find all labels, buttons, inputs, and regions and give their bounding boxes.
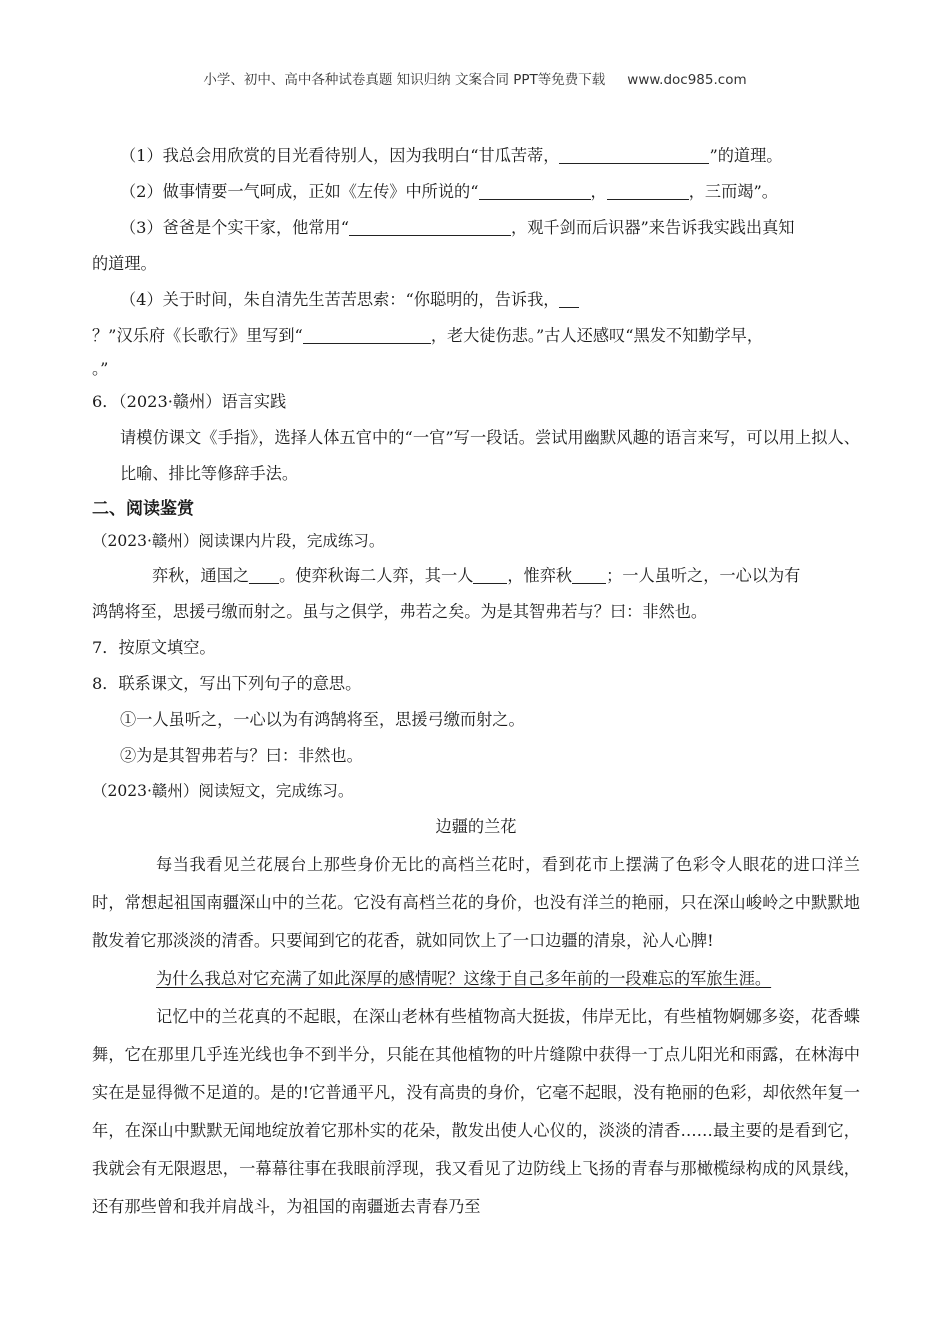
q5-line-6 [92, 354, 860, 384]
q5-5-tail: ，老大徒伤悲。”古人还感叹“黑发不知勤学早， [430, 326, 764, 345]
q5-5-text: ？”汉乐府《长歌行》里写到“ [92, 326, 303, 345]
classical-text: ，惟弈秋 [507, 566, 573, 585]
article-paragraph-2 [92, 960, 860, 998]
answer-blank[interactable] [559, 147, 709, 164]
answer-blank[interactable] [607, 183, 689, 200]
source-note-2: （2023·赣州）阅读短文，完成练习。 [92, 782, 354, 800]
q5-2-sep: ， [590, 182, 607, 201]
q5-2-tail: ，三而竭”。 [688, 182, 778, 201]
article-title: 边疆的兰花 [435, 817, 517, 836]
classical-text-line-1 [92, 558, 860, 594]
answer-blank[interactable] [479, 183, 591, 200]
article-paragraph-3: 记忆中的兰花真的不起眼，在深山老林有些植物高大挺拔，伟岸无比，有些植物婀娜多姿，花香蝶舞，它在那里几乎连光线也争不到半分，只能在其他植物的叶片缝隙中获得一丁点儿阳光和雨露，在林海中实在是显得微不足道的。是的!它普通平凡，没有高贵的身价，它毫不起眼，没有艳丽的色彩，却依然年复一年，在深山中默默无闻地绽放着它那朴实的花朵，散发出使人心仪的，淡淡的清香……最主要的是看到它，我就会有无限遐思，一幕幕往事在我眼前浮现，我又看见了边防线上飞扬的青春与那橄榄绿构成的风景线，还有那些曾和我并肩战斗，为祖国的南疆逝去青春乃至 [92, 1007, 860, 1216]
q5-3-text: （3）爸爸是个实干家，他常用“ [120, 218, 350, 237]
q5-3-tail: ，观千剑而后识器”来告诉我实践出真知 [511, 218, 795, 237]
answer-blank[interactable] [559, 291, 579, 308]
q8-text: 8．联系课文，写出下列句子的意思。 [92, 674, 362, 693]
q8-item-2: ②为是其智弗若与？曰：非然也。 [120, 746, 363, 765]
q7-text: 7．按原文填空。 [92, 638, 216, 657]
answer-blank[interactable] [473, 567, 507, 584]
q5-line-2 [92, 174, 860, 210]
q5-line-3b [92, 246, 860, 282]
q5-6-text: 。” [92, 359, 109, 378]
section-title: 二、阅读鉴赏 [92, 499, 194, 519]
q5-4-text: （4）关于时间，朱自清先生苦苦思索：“你聪明的，告诉我， [120, 290, 560, 309]
q6-heading: 6．（2023·赣州）语言实践 [92, 392, 287, 411]
underlined-sentence: 为什么我总对它充满了如此深厚的感情呢？这缘于自己多年前的一段难忘的军旅生涯。 [156, 969, 772, 988]
classical-text: ；一人虽听之，一心以为有 [606, 566, 801, 585]
q5-line-5 [92, 318, 860, 354]
page-header [0, 68, 950, 88]
q5-1-text: （1）我总会用欣赏的目光看待别人，因为我明白“甘瓜苦蒂， [120, 146, 560, 165]
q5-1-tail: ”的道理。 [709, 146, 783, 165]
q5-line-4 [92, 282, 860, 318]
content [92, 138, 860, 1226]
classical-text: 。使弈秋诲二人弈，其一人 [279, 566, 474, 585]
classical-text-line-2: 鸿鹄将至，思援弓缴而射之。虽与之俱学，弗若之矣。为是其智弗若与？曰：非然也。 [92, 602, 708, 621]
answer-blank[interactable] [349, 219, 511, 236]
answer-blank[interactable] [572, 567, 606, 584]
source-note-1: （2023·赣州）阅读课内片段，完成练习。 [92, 532, 385, 550]
answer-blank[interactable] [249, 567, 279, 584]
q5-2-text: （2）做事情要一气呵成，正如《左传》中所说的“ [120, 182, 479, 201]
q5-3-cont: 的道理。 [92, 254, 157, 273]
q6-body: 请模仿课文《手指》，选择人体五官中的“一官”写一段话。尝试用幽默风趣的语言来写，可以用上拟人、比喻、排比等修辞手法。 [120, 428, 860, 483]
classical-text: 弈秋，通国之 [152, 566, 250, 585]
q5-line-1 [92, 138, 860, 174]
answer-blank[interactable] [303, 327, 431, 344]
article-paragraph-1: 每当我看见兰花展台上那些身价无比的高档兰花时，看到花市上摆满了色彩令人眼花的进口洋兰时，常想起祖国南疆深山中的兰花。它没有高档兰花的身价，也没有洋兰的艳丽，只在深山峻岭之中默默地散发着它那淡淡的清香。只要闻到它的花香，就如同饮上了一口边疆的清泉，沁人心脾! [92, 855, 860, 950]
q5-line-3 [92, 210, 860, 246]
header-url[interactable]: www.doc985.com [627, 72, 747, 88]
q8-item-1: ①一人虽听之，一心以为有鸿鹄将至，思援弓缴而射之。 [120, 710, 525, 729]
header-text: 小学、初中、高中各种试卷真题 知识归纳 文案合同 PPT等免费下载 [203, 72, 606, 88]
